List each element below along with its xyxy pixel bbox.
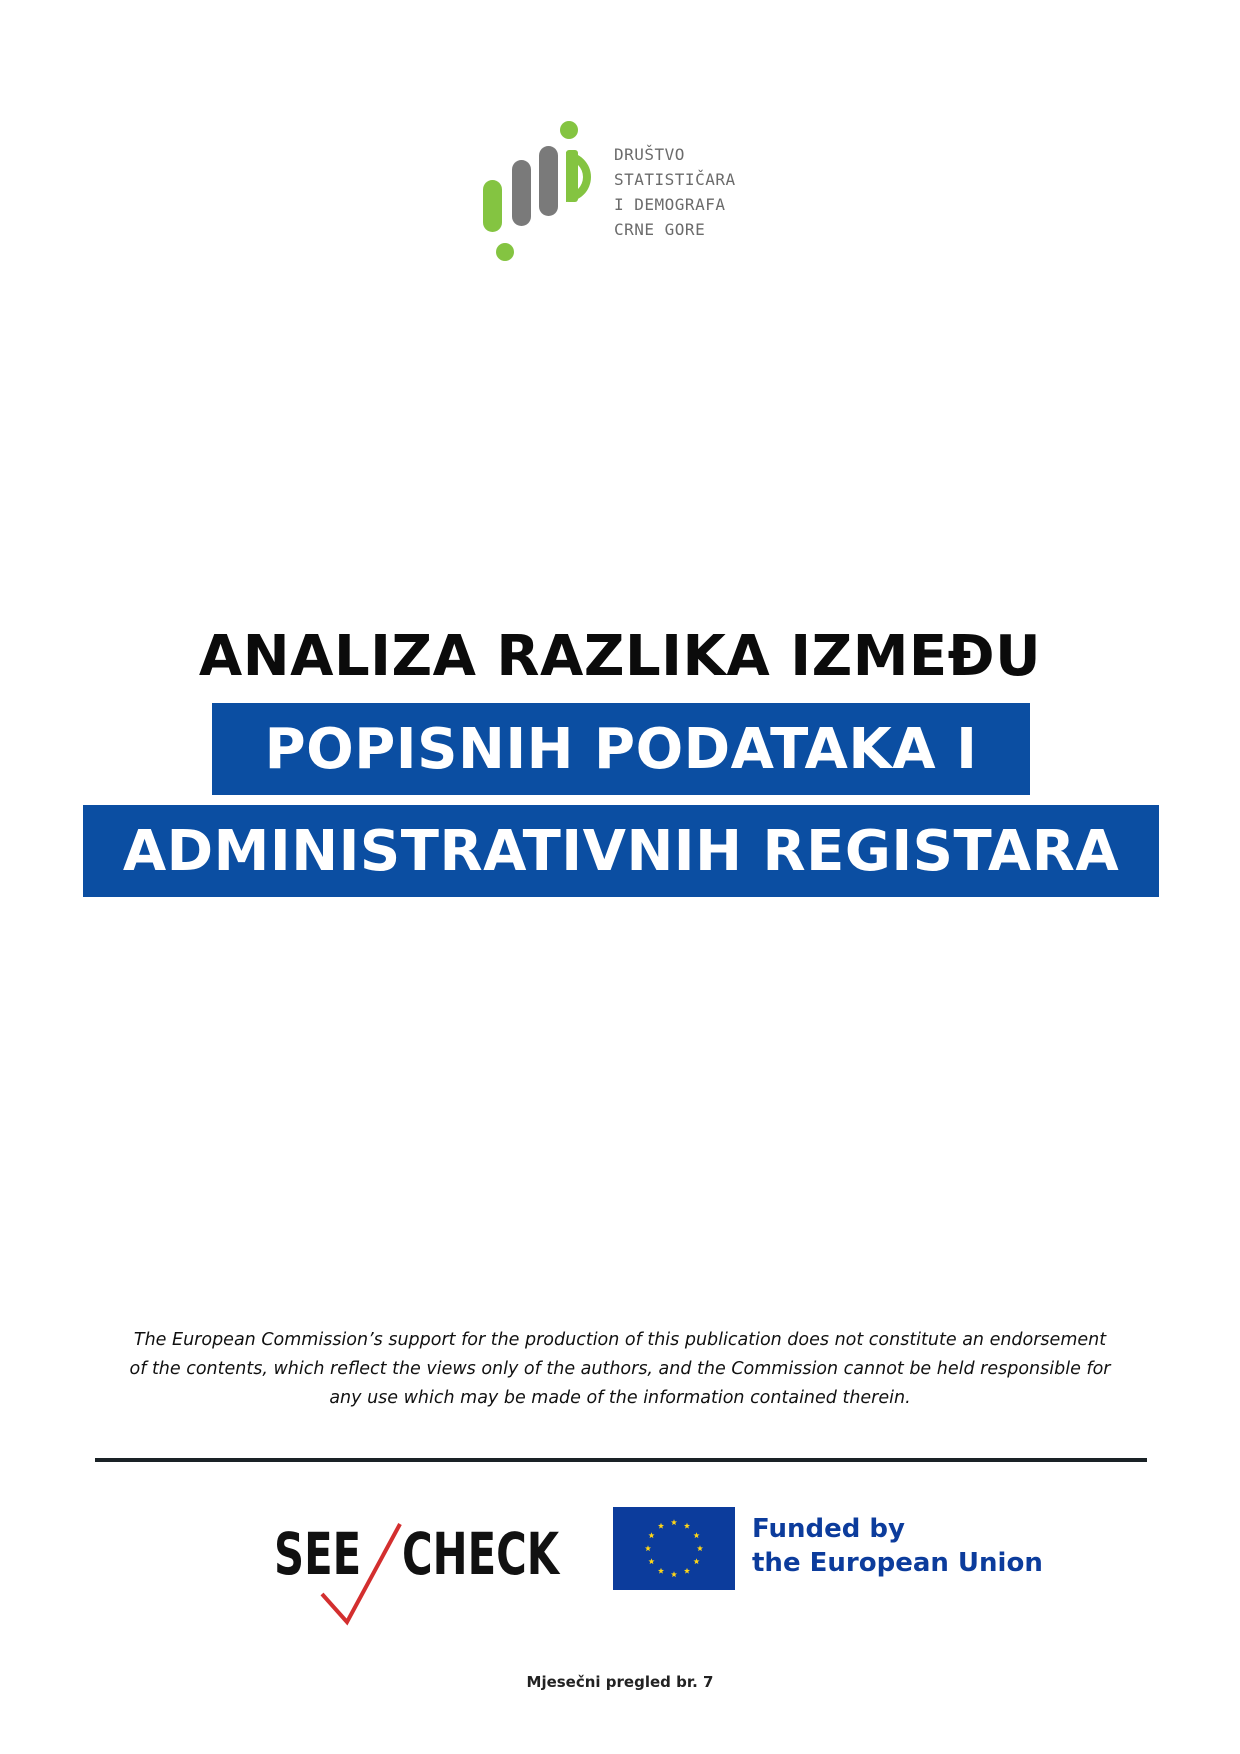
divider bbox=[95, 1458, 1147, 1462]
disclaimer-line: of the contents, which reflect the views only of the authors, and the Commission cannot be held responsible for bbox=[129, 1359, 1111, 1379]
disclaimer-line: The European Commission’s support for the production of this publication does not constitute an endorsement bbox=[133, 1330, 1107, 1350]
eu-star bbox=[684, 1568, 690, 1574]
seecheck-word-see: SEE bbox=[274, 1520, 362, 1588]
eu-funding-line-2: the European Union bbox=[752, 1548, 1043, 1578]
title-band-1 bbox=[212, 703, 1030, 795]
organization-name-line: I DEMOGRAFA bbox=[614, 195, 726, 214]
organization-name-line: DRUŠTVO bbox=[614, 145, 685, 164]
organization-name-line: CRNE GORE bbox=[614, 220, 706, 239]
eu-star bbox=[684, 1523, 690, 1529]
eu-star bbox=[658, 1568, 664, 1574]
dsdcg-logo-icon bbox=[480, 118, 610, 268]
eu-star bbox=[697, 1545, 703, 1551]
organization-logo bbox=[480, 118, 780, 268]
eu-star bbox=[648, 1558, 654, 1564]
seecheck-word-check: CHECK bbox=[402, 1520, 560, 1588]
eu-star bbox=[693, 1558, 699, 1564]
eu-star bbox=[693, 1532, 699, 1538]
title-line-2: POPISNIH PODATAKA I bbox=[264, 716, 978, 782]
eu-star bbox=[658, 1523, 664, 1529]
eu-funding-label bbox=[752, 1512, 1043, 1580]
eu-star bbox=[648, 1532, 654, 1538]
eu-disclaimer bbox=[90, 1326, 1150, 1413]
title-line-3: ADMINISTRATIVNIH REGISTARA bbox=[122, 818, 1120, 884]
organization-name bbox=[614, 142, 736, 242]
eu-flag-icon bbox=[613, 1507, 735, 1590]
disclaimer-line: any use which may be made of the information contained therein. bbox=[329, 1388, 911, 1408]
title-line-1: ANALIZA RAZLIKA IZMEĐU bbox=[198, 624, 1042, 689]
title-band-2 bbox=[83, 805, 1159, 897]
eu-funding-line-1: Funded by bbox=[752, 1514, 905, 1544]
eu-star bbox=[645, 1545, 651, 1551]
organization-name-line: STATISTIČARA bbox=[614, 170, 736, 189]
eu-star bbox=[671, 1571, 677, 1577]
footer-issue-label: Mjesečni pregled br. 7 bbox=[526, 1673, 714, 1691]
seecheck-logo bbox=[272, 1516, 562, 1626]
eu-star bbox=[671, 1519, 677, 1525]
